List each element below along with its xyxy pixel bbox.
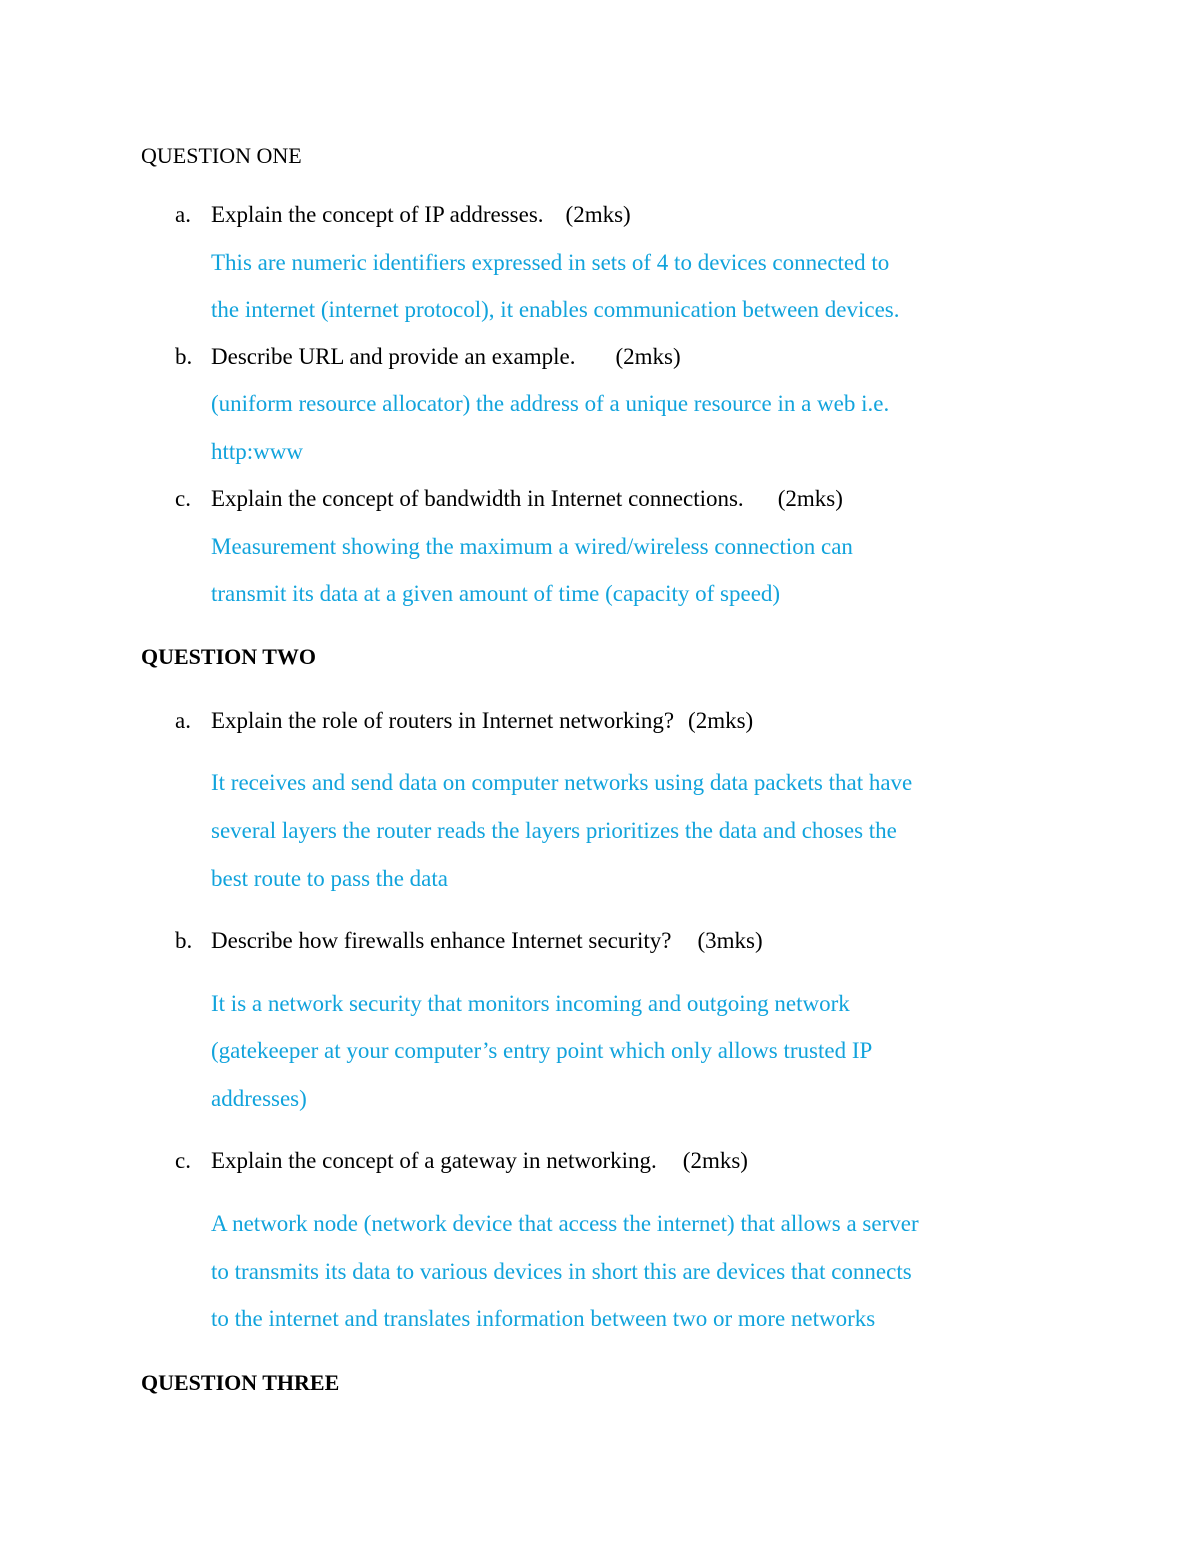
question-prompt: Describe URL and provide an example. [211, 344, 576, 369]
answer-line: (uniform resource allocator) the address of a unique resource in a web i.e. [211, 391, 890, 416]
question-marker: c. [175, 486, 191, 511]
question-marks: (2mks) [777, 486, 843, 511]
answer-line: This are numeric identifiers expressed in sets of 4 to devices connected to [211, 250, 890, 275]
question-prompt: Explain the concept of bandwidth in Internet connections. [211, 486, 744, 511]
question-text [211, 1147, 748, 1175]
section-heading-question-two: QUESTION TWO [141, 644, 317, 669]
question-marks: (2mks) [682, 1148, 748, 1173]
question-text [211, 201, 631, 229]
question-text [211, 343, 681, 371]
question-prompt: Explain the concept of a gateway in networking. [211, 1148, 657, 1173]
question-text [211, 927, 763, 955]
question-prompt: Explain the role of routers in Internet networking? [211, 708, 675, 733]
question-marker: b. [175, 344, 193, 369]
answer-line: several layers the router reads the layers prioritizes the data and choses the [211, 818, 897, 843]
answer-line: best route to pass the data [211, 866, 448, 891]
question-marks: (3mks) [697, 928, 763, 953]
answer-line: It receives and send data on computer networks using data packets that have [211, 770, 913, 795]
question-text [211, 707, 753, 735]
answer-line: It is a network security that monitors incoming and outgoing network [211, 991, 850, 1016]
question-marks: (2mks) [615, 344, 681, 369]
question-marks: (2mks) [688, 708, 754, 733]
question-marker: c. [175, 1148, 191, 1173]
question-marker: a. [175, 202, 191, 227]
question-prompt: Describe how firewalls enhance Internet security? [211, 928, 672, 953]
section-heading-question-one: QUESTION ONE [141, 143, 302, 168]
answer-line: addresses) [211, 1086, 307, 1111]
answer-line: Measurement showing the maximum a wired/wireless connection can [211, 534, 853, 559]
answer-line: the internet (internet protocol), it enables communication between devices. [211, 297, 900, 322]
answer-line: A network node (network device that access the internet) that allows a server [211, 1211, 919, 1236]
question-marker: b. [175, 928, 193, 953]
answer-line: http:www [211, 439, 303, 464]
question-marks: (2mks) [565, 202, 631, 227]
section-heading-question-three: QUESTION THREE [141, 1370, 340, 1395]
answer-line: (gatekeeper at your computer’s entry point which only allows trusted IP [211, 1038, 873, 1063]
answer-line: to the internet and translates information between two or more networks [211, 1306, 876, 1331]
question-text [211, 485, 843, 513]
question-prompt: Explain the concept of IP addresses. [211, 202, 544, 227]
answer-line: to transmits its data to various devices in short this are devices that connects [211, 1259, 912, 1284]
question-marker: a. [175, 708, 191, 733]
answer-line: transmit its data at a given amount of time (capacity of speed) [211, 581, 781, 606]
